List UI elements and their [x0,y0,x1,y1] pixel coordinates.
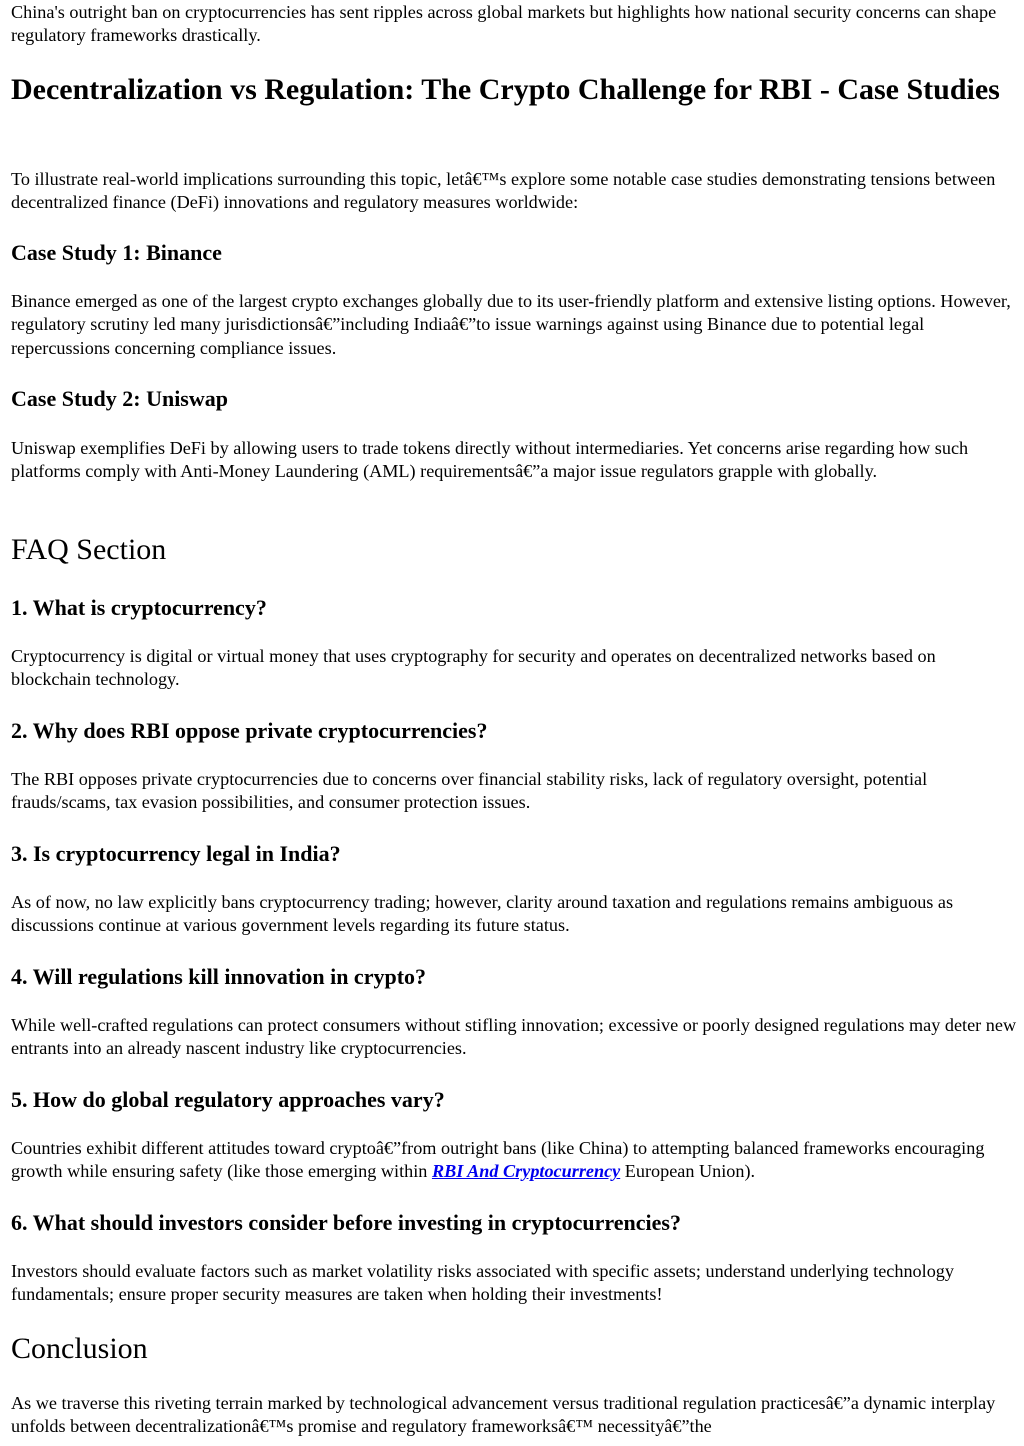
faq-question-6: 6. What should investors consider before investing in cryptocurrencies? [11,1210,681,1235]
case-study-2-body: Uniswap exemplifies DeFi by allowing users to trade tokens directly without intermediaries. Yet concerns arise regarding how such platforms comply with Anti-Money Laundering (AML) requirementsâ€”a major issue regulators grapple with globally. [11,438,969,482]
faq-question-1: 1. What is cryptocurrency? [11,595,267,620]
faq-question-5: 5. How do global regulatory approaches vary? [11,1087,445,1112]
faq-question-4: 4. Will regulations kill innovation in crypto? [11,964,427,989]
faq-question-2: 2. Why does RBI oppose private cryptocurrencies? [11,718,488,743]
faq-answer-5-text-after: European Union). [620,1161,756,1182]
faq-answer-2: The RBI opposes private cryptocurrencies due to concerns over financial stability risks, lack of regulatory oversight, potential frauds/scams, tax evasion possibilities, and consumer protection issues. [11,769,928,813]
conclusion-heading: Conclusion [11,1332,148,1365]
case-study-1-body: Binance emerged as one of the largest crypto exchanges globally due to its user-friendly platform and extensive listing options. However, regulatory scrutiny led many jurisdictionsâ€”including Indiaâ€”to issue warnings against using Binance due to potential legal repercussions concerning compliance issues. [11,291,1011,358]
faq-heading: FAQ Section [11,533,167,566]
faq-answer-5 [11,1137,1017,1184]
case-study-2-title: Case Study 2: Uniswap [11,386,228,411]
conclusion-body: As we traverse this riveting terrain marked by technological advancement versus traditional regulation practicesâ€”a dynamic interplay unfolds between decentralizationâ€™s promise and regulatory frameworksâ€™ necessityâ€”the [11,1393,996,1437]
faq-answer-1: Cryptocurrency is digital or virtual money that uses cryptography for security and operates on decentralized networks based on blockchain technology. [11,646,936,690]
case-study-1-title: Case Study 1: Binance [11,240,222,265]
faq-question-3: 3. Is cryptocurrency legal in India? [11,841,341,866]
faq-answer-5-text-before: Countries exhibit different attitudes toward cryptoâ€”from outright bans (like China) to attempting balanced frameworks encouraging growth while ensuring safety (like those emerging within [11,1138,985,1182]
faq-answer-3: As of now, no law explicitly bans cryptocurrency trading; however, clarity around taxation and regulations remains ambiguous as discussions continue at various government levels regarding its future status. [11,892,954,936]
intro-paragraph: China's outright ban on cryptocurrencies has sent ripples across global markets but highlights how national security concerns can shape regulatory frameworks drastically. [11,2,997,46]
case-studies-heading: Decentralization vs Regulation: The Crypto Challenge for RBI - Case Studies [11,73,1000,106]
case-studies-intro: To illustrate real-world implications surrounding this topic, letâ€™s explore some notable case studies demonstrating tensions between decentralized finance (DeFi) innovations and regulatory measures worldwide: [11,169,996,213]
faq-answer-4: While well-crafted regulations can protect consumers without stifling innovation; excessive or poorly designed regulations may deter new entrants into an already nascent industry like cryptocurrencies. [11,1015,1017,1059]
faq-answer-6: Investors should evaluate factors such as market volatility risks associated with specific assets; understand underlying technology fundamentals; ensure proper security measures are taken when holding their investments! [11,1261,954,1305]
rbi-and-cryptocurrency-link[interactable]: RBI And Cryptocurrency [431,1161,621,1182]
